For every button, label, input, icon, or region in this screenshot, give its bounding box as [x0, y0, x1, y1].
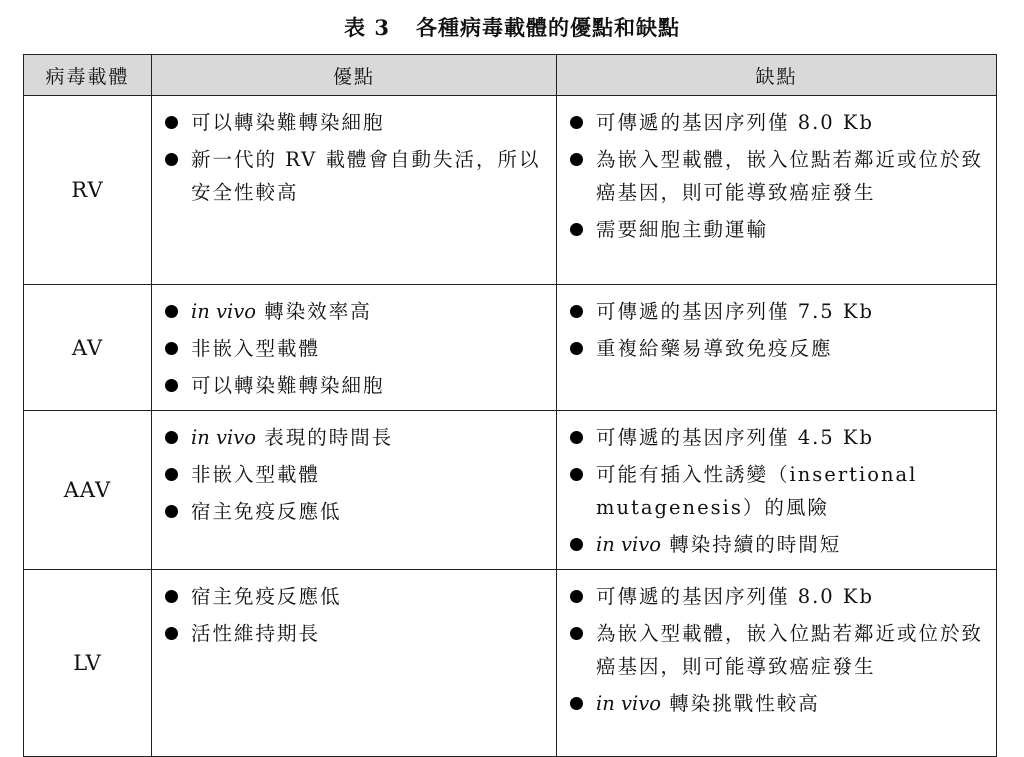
- italic-term: in vivo: [596, 692, 662, 715]
- item-text: 可傳遞的基因序列僅 8.0 Kb: [596, 585, 874, 608]
- item-text: 可能有插入性誘變（insertional mutagenesis）的風險: [596, 463, 918, 519]
- disadvantages-list: [569, 580, 988, 720]
- bullet-icon: [570, 627, 583, 640]
- item-text: 需要細胞主動運輸: [596, 218, 769, 241]
- item-text: 可傳遞的基因序列僅 8.0 Kb: [596, 111, 874, 134]
- bullet-icon: [570, 538, 583, 551]
- header-advantages: 優點: [152, 55, 557, 96]
- disadvantages-cell: [557, 411, 997, 570]
- disadvantages-cell: [557, 570, 997, 757]
- item-text: 可以轉染難轉染細胞: [191, 374, 385, 397]
- bullet-icon: [570, 223, 583, 236]
- bullet-icon: [570, 431, 583, 444]
- item-text: 可傳遞的基因序列僅 7.5 Kb: [596, 300, 874, 323]
- table-row: [24, 570, 997, 757]
- item-text: 為嵌入型載體，嵌入位點若鄰近或位於致癌基因，則可能導致癌症發生: [596, 622, 984, 678]
- list-item: [569, 528, 988, 561]
- item-text: 轉染挑戰性較高: [661, 692, 820, 715]
- item-text: 可傳遞的基因序列僅 4.5 Kb: [596, 426, 874, 449]
- item-text: 宿主免疫反應低: [191, 500, 342, 523]
- italic-term: in vivo: [191, 300, 257, 323]
- table-row: [24, 411, 997, 570]
- table-row: [24, 285, 997, 411]
- list-item: [164, 617, 548, 650]
- bullet-icon: [165, 116, 178, 129]
- advantages-list: [164, 106, 548, 209]
- bullet-icon: [165, 431, 178, 444]
- list-item: [164, 332, 548, 365]
- disadvantages-cell: [557, 285, 997, 411]
- header-disadvantages: 缺點: [557, 55, 997, 96]
- bullet-icon: [570, 342, 583, 355]
- header-row: [24, 55, 997, 96]
- list-item: [569, 580, 988, 613]
- vector-name-cell: AAV: [24, 411, 152, 570]
- item-text: 為嵌入型載體，嵌入位點若鄰近或位於致癌基因，則可能導致癌症發生: [596, 148, 984, 204]
- item-text: 活性維持期長: [191, 622, 321, 645]
- advantages-cell: [152, 285, 557, 411]
- list-item: [569, 213, 988, 246]
- bullet-icon: [165, 505, 178, 518]
- list-item: [164, 369, 548, 402]
- list-item: [569, 295, 988, 328]
- item-text: 非嵌入型載體: [191, 463, 321, 486]
- disadvantages-cell: [557, 96, 997, 285]
- list-item: [164, 580, 548, 613]
- advantages-list: [164, 580, 548, 650]
- item-text: 非嵌入型載體: [191, 337, 321, 360]
- item-text: 表現的時間長: [256, 426, 394, 449]
- item-text: 重複給藥易導致免疫反應: [596, 337, 833, 360]
- vector-name-cell: RV: [24, 96, 152, 285]
- item-text: 新一代的 RV 載體會自動失活，所以安全性較高: [191, 148, 541, 204]
- table-row: [24, 96, 997, 285]
- list-item: [569, 106, 988, 139]
- disadvantages-list: [569, 295, 988, 365]
- disadvantages-list: [569, 106, 988, 246]
- list-item: [569, 617, 988, 683]
- header-vector: 病毒載體: [24, 55, 152, 96]
- italic-term: in vivo: [191, 426, 257, 449]
- bullet-icon: [165, 468, 178, 481]
- bullet-icon: [165, 590, 178, 603]
- item-text: 宿主免疫反應低: [191, 585, 342, 608]
- bullet-icon: [570, 305, 583, 318]
- bullet-icon: [165, 153, 178, 166]
- list-item: [569, 332, 988, 365]
- list-item: [569, 421, 988, 454]
- advantages-cell: [152, 411, 557, 570]
- table-title: 各種病毒載體的優點和缺點: [415, 15, 680, 40]
- vector-name-cell: LV: [24, 570, 152, 757]
- list-item: [164, 458, 548, 491]
- bullet-icon: [570, 590, 583, 603]
- disadvantages-list: [569, 421, 988, 561]
- advantages-list: [164, 421, 548, 528]
- bullet-icon: [165, 627, 178, 640]
- list-item: [164, 295, 548, 328]
- advantages-cell: [152, 570, 557, 757]
- bullet-icon: [570, 697, 583, 710]
- list-item: [164, 421, 548, 454]
- vector-comparison-table: [23, 54, 997, 757]
- list-item: [569, 458, 988, 524]
- bullet-icon: [165, 379, 178, 392]
- advantages-cell: [152, 96, 557, 285]
- list-item: [164, 495, 548, 528]
- list-item: [164, 106, 548, 139]
- bullet-icon: [570, 116, 583, 129]
- vector-name-cell: AV: [24, 285, 152, 411]
- advantages-list: [164, 295, 548, 402]
- list-item: [569, 143, 988, 209]
- bullet-icon: [165, 342, 178, 355]
- italic-term: in vivo: [596, 533, 662, 556]
- item-text: 轉染效率高: [256, 300, 372, 323]
- list-item: [569, 687, 988, 720]
- bullet-icon: [165, 305, 178, 318]
- list-item: [164, 143, 548, 209]
- table-number: 表 3: [344, 15, 390, 40]
- bullet-icon: [570, 468, 583, 481]
- table-caption: [0, 12, 1024, 42]
- item-text: 可以轉染難轉染細胞: [191, 111, 385, 134]
- bullet-icon: [570, 153, 583, 166]
- item-text: 轉染持續的時間短: [661, 533, 842, 556]
